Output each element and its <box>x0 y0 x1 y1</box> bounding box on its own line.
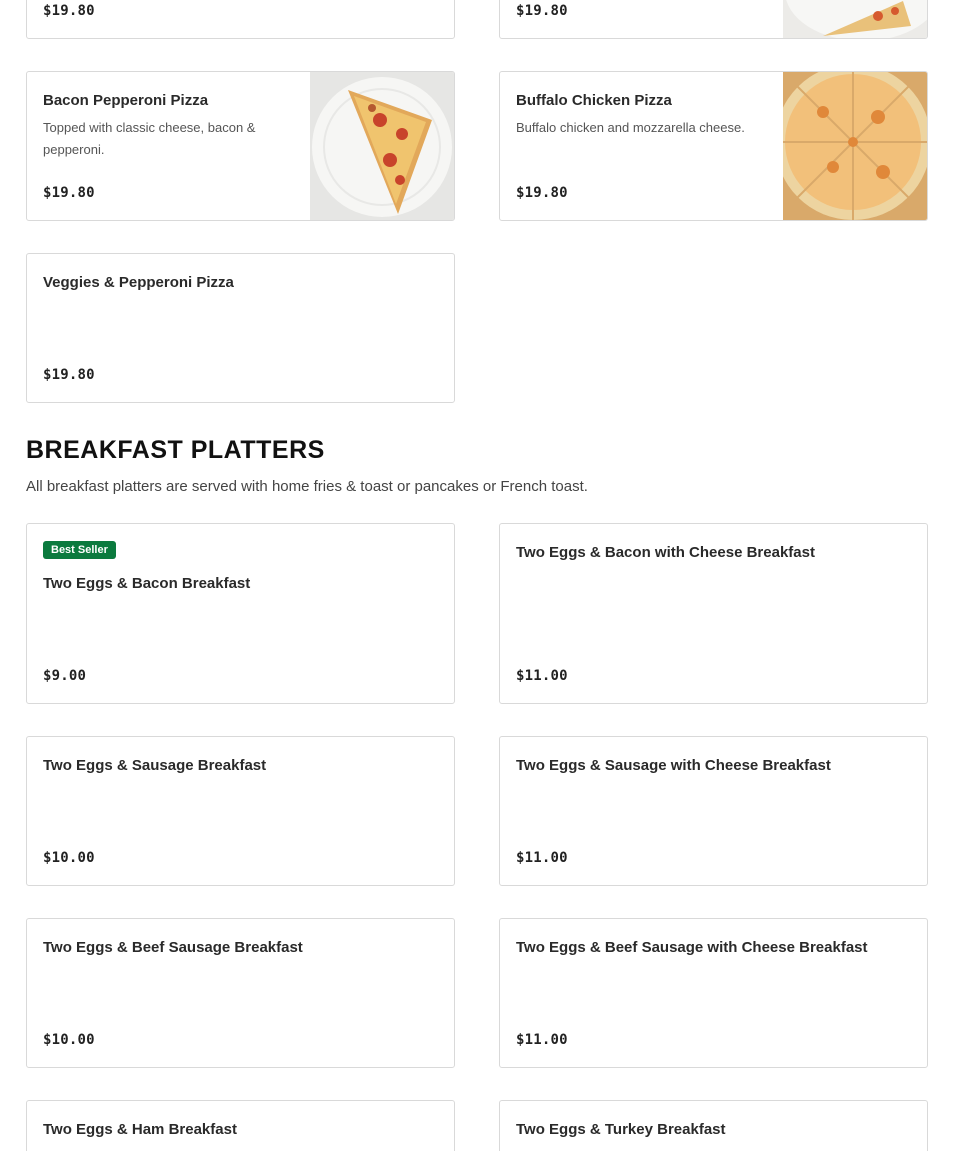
item-name: Two Eggs & Beef Sausage with Cheese Breakfast <box>516 939 868 956</box>
item-price: $11.00 <box>516 1032 568 1048</box>
pizza-slice-photo-icon <box>783 0 927 38</box>
section-description: All breakfast platters are served with home fries & toast or pancakes or French toast. <box>26 478 588 495</box>
item-price: $19.80 <box>43 3 95 19</box>
item-price: $9.00 <box>43 668 87 684</box>
menu-item-card[interactable] <box>499 523 928 704</box>
item-price: $11.00 <box>516 668 568 684</box>
best-seller-badge: Best Seller <box>43 541 116 559</box>
menu-item-card[interactable] <box>499 71 928 221</box>
item-name: Two Eggs & Ham Breakfast <box>43 1121 237 1138</box>
item-name: Two Eggs & Sausage Breakfast <box>43 757 267 774</box>
menu-item-card[interactable] <box>499 0 928 39</box>
item-price: $10.00 <box>43 850 95 866</box>
item-price: $19.80 <box>516 185 568 201</box>
item-price: $19.80 <box>516 3 568 19</box>
pizza-photo <box>310 72 454 220</box>
item-name: Two Eggs & Bacon Breakfast <box>43 575 251 592</box>
buffalo-pizza-photo-icon <box>783 72 927 220</box>
item-description: Topped with classic cheese, bacon & pepperoni. <box>43 120 256 157</box>
menu-item-card[interactable] <box>26 253 455 403</box>
pizza-slice-photo-icon <box>310 72 454 220</box>
item-name: Buffalo Chicken Pizza <box>516 92 672 109</box>
section-title: BREAKFAST PLATTERS <box>26 436 325 464</box>
item-price: $19.80 <box>43 185 95 201</box>
item-price: $19.80 <box>43 367 95 383</box>
item-name: Bacon Pepperoni Pizza <box>43 92 209 109</box>
item-price: $10.00 <box>43 1032 95 1048</box>
menu-item-card[interactable] <box>26 1100 455 1151</box>
item-name: Veggies & Pepperoni Pizza <box>43 274 234 291</box>
menu-item-card[interactable] <box>26 736 455 886</box>
item-name: Two Eggs & Beef Sausage Breakfast <box>43 939 303 956</box>
menu-item-card[interactable] <box>499 736 928 886</box>
item-name: Two Eggs & Sausage with Cheese Breakfast <box>516 757 831 774</box>
pizza-photo <box>783 72 927 220</box>
menu-item-card[interactable] <box>26 523 455 704</box>
menu-item-card[interactable] <box>499 918 928 1068</box>
pizza-photo <box>783 0 927 38</box>
item-name: Two Eggs & Turkey Breakfast <box>516 1121 726 1138</box>
item-description: Buffalo chicken and mozzarella cheese. <box>516 120 745 135</box>
menu-item-card[interactable] <box>26 0 455 39</box>
item-price: $11.00 <box>516 850 568 866</box>
menu-item-card[interactable] <box>499 1100 928 1151</box>
menu-item-card[interactable] <box>26 918 455 1068</box>
item-name: Two Eggs & Bacon with Cheese Breakfast <box>516 544 815 561</box>
menu-item-card[interactable] <box>26 71 455 221</box>
